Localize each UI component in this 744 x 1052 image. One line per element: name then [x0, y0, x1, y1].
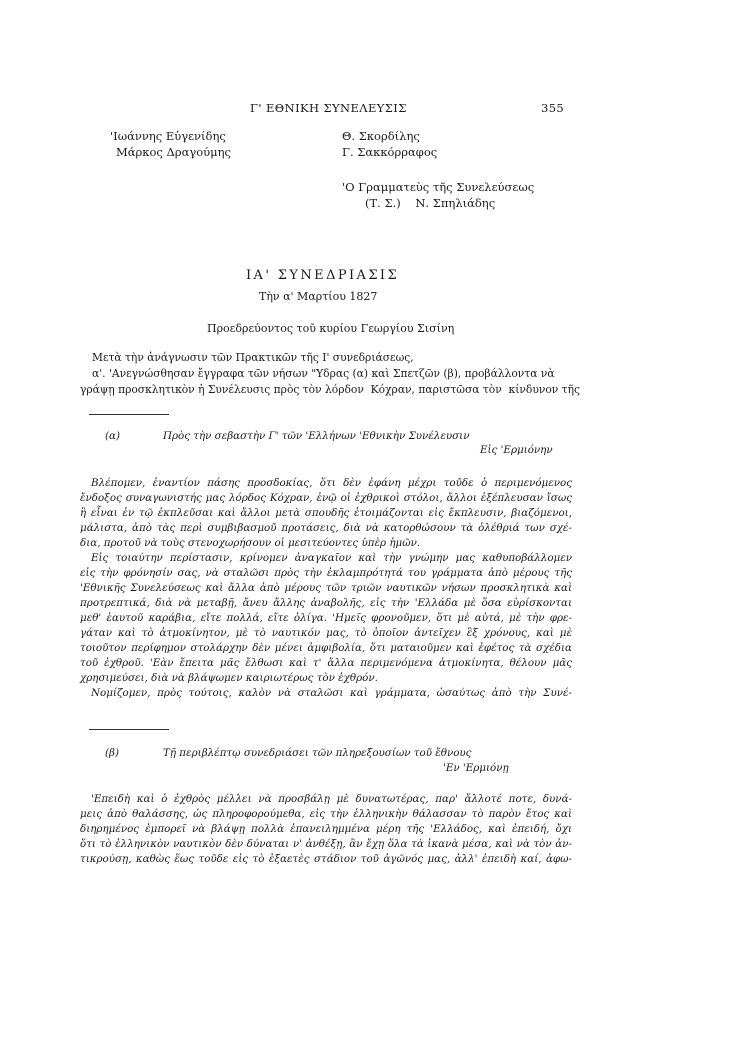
text-line: μάλιστα, ἀπὸ τὰς περὶ συμβιβασμοῦ προτάσεις, διὰ νὰ κατορθώσουν τὰ ὀλέθριά των σχέ-	[80, 522, 572, 534]
signature-right-2: Γ. Σακκόρραφος	[342, 145, 438, 159]
secretary-title: 'Ο Γραμματεὺς τῆς Συνελεύσεως	[342, 180, 535, 194]
secretary-signature: (Τ. Σ.) Ν. Σπηλιάδης	[365, 196, 496, 210]
text-line: Εἰς τοιαύτην περίστασιν, κρίνομεν ἀναγκαῖον καὶ τὴν γνώμην μας καθυποβάλλομεν	[91, 552, 572, 564]
text-line: τοῦ ἐχθροῦ. 'Εὰν ἔπειτα μᾶς ἔλθωσι καὶ τ' ἄλλα περιμενόμενα ἀτμοκίνητα, θέλουν μᾶς	[80, 657, 572, 669]
text-line: διηρημένος ἐμπορεῖ νὰ βλάψῃ πολλὰ ἐπανειλημμένα μέρη τῆς 'Ελλάδος, καὶ ἐπειδή, ὄχι	[80, 823, 572, 835]
intro-line-2: α'. 'Ανεγνώσθησαν ἔγγραφα τῶν νήσων "Υδρας (α) καὶ Σπετζῶν (β), προβάλλοντα νὰ	[92, 367, 555, 380]
note-a-label: (α)	[105, 430, 120, 442]
session-date: Τὴν α' Μαρτίου 1827	[259, 290, 378, 303]
note-b-paragraph-1	[80, 792, 572, 867]
text-line: Νομίζομεν, πρὸς τούτοις, καλὸν νὰ σταλῶσι καὶ γράμματα, ὡσαύτως ἀπὸ τὴν Συνέ-	[91, 687, 572, 699]
text-line: Βλέπομεν, ἐναντίον πάσης προσδοκίας, ὅτι δὲν ἐφάνη μέχρι τοῦδε ὁ περιμενόμενος	[91, 477, 572, 489]
note-a-place: Εἰς 'Ερμιόνην	[480, 444, 553, 456]
page-number: 355	[541, 101, 565, 115]
note-b-place: 'Εν 'Ερμιόνῃ	[443, 762, 509, 774]
text-line: εἰς τὴν φρόνησίν σας, νὰ σταλῶσι πρὸς τὴν ἐκλαμπρότητά του γράμματα ἀπὸ μέρους τῆς	[80, 567, 572, 579]
text-line: προτρεπτικά, διὰ νὰ μεταβῇ, ἄνευ ἄλλης ἀναβολῆς, εἰς τὴν 'Ελλάδα μὲ ὅσα εὑρίσκονται	[80, 597, 572, 609]
text-line: τοιοῦτον περίφημον στολάρχην δὲν μένει ἀμφιβολία, ὅτι ματαιοῦμεν καὶ ἐφέτος τὰ σχέδια	[80, 642, 572, 654]
text-line: ὅτι τὸ ἑλληνικὸν ναυτικὸν δὲν δύναται ν' ἀνθέξῃ, ἂν ἔχῃ ὅλα τὰ ἱκανὰ μέσα, καὶ νὰ τὸν ἀν-	[80, 838, 572, 850]
signature-left-2: Μάρκος Δραγούμης	[116, 145, 231, 159]
text-line: μεις ἀπὸ θαλάσσης, ὡς πληροφορούμεθα, εἰς τὴν ἑλληνικὴν θάλασσαν τὸ παρὸν ἔτος καὶ	[80, 808, 572, 820]
text-line: ἢ εἶναι ἐν τῷ ἐκπλεῦσαι καὶ ἄλλοι μετὰ σπουδῆς ἑτοιμάζονται εἰς ἔκπλευσιν, βιαζόμενοι,	[80, 507, 572, 519]
note-b-label: (β)	[105, 747, 119, 759]
session-title: ΙΑ' ΣΥΝΕΔΡΙΑΣΙΣ	[246, 268, 400, 283]
intro-line-3: γράψῃ προσκλητικὸν ἡ Συνέλευσις πρὸς τὸν λόρδον Κόχραν, παριστῶσα τὸν κίνδυνον τῆς	[80, 383, 580, 396]
text-line: μεθ' ἑαυτοῦ καράβια, εἴτε πολλά, εἴτε ὀλίγα. 'Ημεῖς φρονοῦμεν, ὅτι μὲ αὐτά, μὲ τὴν φρε-	[80, 612, 572, 624]
text-line: δια, προτοῦ νὰ τοὺς στενοχωρήσουν οἱ μεσιτεύοντες ὑπὲρ ἡμῶν.	[80, 537, 421, 549]
text-line: τικρούσῃ, καθὼς ἕως τοῦδε εἰς τὸ ἑξαετὲς στάδιον τοῦ ἀγῶνός μας, ἀλλ' ἐπειδὴ καί, ἀφω-	[80, 853, 572, 865]
text-line: χρησιμεύσει, διὰ νὰ βλάψωμεν καιριωτέρως τὸν ἐχθρόν.	[80, 672, 378, 684]
note-a-heading: Πρὸς τὴν σεβαστὴν Γ' τῶν 'Ελλήνων 'Εθνικὴν Συνέλευσιν	[163, 430, 470, 442]
text-line: 'Επειδὴ καὶ ὁ ἐχθρὸς μέλλει νὰ προσβάλῃ μὲ δυνατωτέρας, παρ' ἄλλοτέ ποτε, δυνά-	[91, 793, 572, 805]
note-a-paragraph-1	[80, 476, 572, 551]
intro-line-1: Μετὰ τὴν ἀνάγνωσιν τῶν Πρακτικῶν τῆς Ι' συνεδριάσεως,	[92, 351, 414, 364]
text-line: 'Εθνικῆς Συνελεύσεως καὶ ἄλλα ἀπὸ μέρους τῶν τριῶν ναυτικῶν νήσων προσκλητικὰ καὶ	[80, 582, 572, 594]
text-line: γάταν καὶ τὸ ἀτμοκίνητον, μὲ τὸ ναυτικόν μας, τὸ ὁποῖον ἀντεῖχεν ἓξ χρόνους, καὶ μὲ	[80, 627, 572, 639]
running-header-title: Γ' ΕΘΝΙΚΗ ΣΥΝΕΛΕΥΣΙΣ	[250, 101, 407, 115]
signature-right-1: Θ. Σκορδίλης	[342, 129, 420, 143]
footnote-divider-b	[89, 729, 169, 730]
footnote-divider-a	[89, 414, 169, 415]
note-a-paragraph-2	[80, 551, 572, 686]
text-line: ἔνδοξος συναγωνιστής μας λόρδος Κόχραν, ἐνῷ οἱ ἐχθρικοὶ στόλοι, ἄλλοι ἐξέπλευσαν ἴσως	[80, 492, 572, 504]
note-b-heading: Τῇ περιβλέπτῳ συνεδριάσει τῶν πληρεξουσίων τοῦ ἔθνους	[163, 747, 472, 759]
note-a-paragraph-3	[80, 686, 572, 701]
session-chair: Προεδρεύοντος τοῦ κυρίου Γεωργίου Σισίνη	[207, 322, 455, 335]
signature-left-1: 'Ιωάννης Εὐγενίδης	[110, 129, 226, 143]
